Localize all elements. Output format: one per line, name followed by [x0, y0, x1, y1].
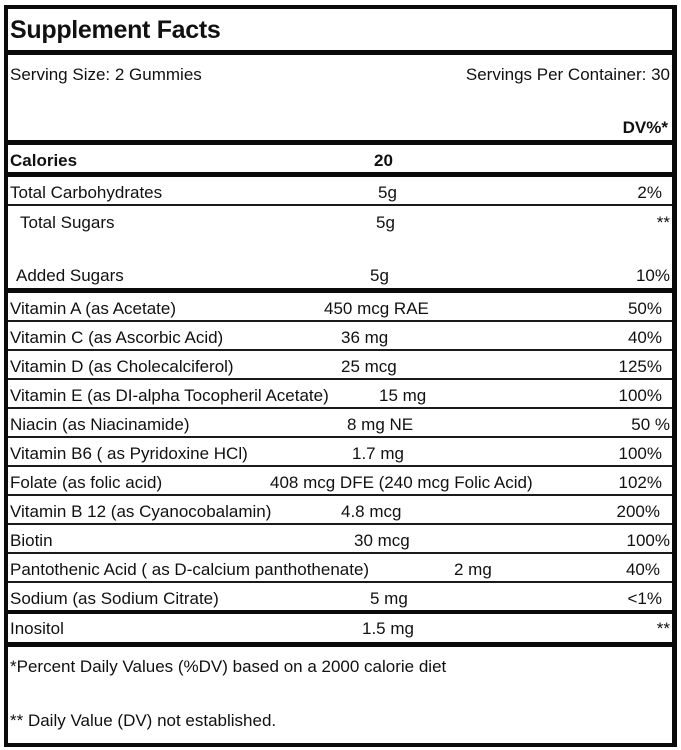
nutrient-amount: 450 mcg RAE — [324, 299, 429, 318]
nutrient-name: Biotin — [10, 531, 53, 550]
nutrient-dv: 50 % — [631, 415, 670, 434]
calories-label: Calories — [10, 151, 78, 170]
footnote-dv: *Percent Daily Values (%DV) based on a 2000 calorie diet — [10, 657, 447, 676]
divider — [8, 407, 672, 409]
macro-dv: 2% — [637, 183, 662, 202]
divider — [8, 320, 672, 322]
macro-name: Total Sugars — [20, 213, 115, 232]
servings-per-container: Servings Per Container: 30 — [465, 65, 670, 84]
macro-name: Added Sugars — [16, 266, 124, 285]
nutrient-amount: 408 mcg DFE (240 mcg Folic Acid) — [270, 473, 533, 492]
divider — [8, 465, 672, 467]
nutrient-name: Vitamin D (as Cholecalciferol) — [10, 357, 234, 376]
nutrient-dv: 100% — [618, 444, 662, 463]
nutrient-name: Niacin (as Niacinamide) — [10, 415, 190, 434]
divider — [8, 172, 672, 177]
nutrient-dv: 40% — [625, 560, 660, 579]
serving-size: Serving Size: 2 Gummies — [10, 65, 202, 84]
macro-dv: 10% — [635, 266, 670, 285]
macro-amount: 5g — [370, 266, 389, 285]
macro-amount: 5g — [378, 183, 397, 202]
nutrient-dv: 100% — [626, 531, 670, 550]
footnote-not-established: ** Daily Value (DV) not established. — [10, 711, 277, 730]
nutrient-name: Vitamin B6 ( as Pyridoxine HCl) — [10, 444, 248, 463]
supplement-facts-panel — [4, 5, 677, 747]
nutrient-amount: 36 mg — [341, 328, 389, 347]
nutrient-amount: 8 mg NE — [347, 415, 414, 434]
nutrient-amount: 2 mg — [454, 560, 492, 579]
macro-name: Total Carbohydrates — [10, 183, 163, 202]
divider — [8, 581, 672, 583]
nutrient-dv: 125% — [618, 357, 662, 376]
nutrient-dv: 100% — [618, 386, 662, 405]
divider — [8, 436, 672, 438]
nutrient-amount: 4.8 mcg — [341, 502, 402, 521]
nutrient-amount: 15 mg — [379, 386, 427, 405]
divider — [8, 288, 672, 293]
nutrient-name: Folate (as folic acid) — [10, 473, 163, 492]
nutrient-amount: 1.7 mg — [352, 444, 404, 463]
panel-title: Supplement Facts — [10, 16, 221, 44]
nutrient-name: Vitamin A (as Acetate) — [10, 299, 176, 318]
nutrient-name: Vitamin E (as DI-alpha Tocopheril Acetate) — [10, 386, 329, 405]
divider — [8, 378, 672, 380]
divider — [8, 204, 672, 206]
nutrient-amount: 30 mcg — [354, 531, 410, 550]
divider — [8, 610, 672, 614]
divider — [8, 494, 672, 496]
nutrient-amount: 1.5 mg — [362, 619, 414, 638]
nutrient-dv: <1% — [627, 589, 662, 608]
divider — [8, 50, 672, 55]
divider — [8, 642, 672, 647]
nutrient-dv: 200% — [616, 502, 660, 521]
nutrient-amount: 25 mcg — [341, 357, 397, 376]
nutrient-amount: 5 mg — [370, 589, 408, 608]
nutrient-dv: 40% — [627, 328, 662, 347]
nutrient-name: Sodium (as Sodium Citrate) — [10, 589, 219, 608]
nutrient-dv: 50% — [627, 299, 662, 318]
nutrient-name: Inositol — [10, 619, 64, 638]
divider — [8, 140, 672, 145]
macro-dv: ** — [656, 213, 670, 232]
nutrient-dv: 102% — [618, 473, 662, 492]
nutrient-name: Vitamin C (as Ascorbic Acid) — [10, 328, 224, 347]
nutrient-name: Pantothenic Acid ( as D-calcium panthothenate) — [10, 560, 370, 579]
calories-amount: 20 — [374, 151, 393, 170]
divider — [8, 523, 672, 525]
divider — [8, 552, 672, 554]
dv-header: DV%* — [622, 118, 668, 137]
divider — [8, 349, 672, 351]
macro-amount: 5g — [376, 213, 395, 232]
nutrient-dv: ** — [656, 619, 670, 638]
nutrient-name: Vitamin B 12 (as Cyanocobalamin) — [10, 502, 272, 521]
